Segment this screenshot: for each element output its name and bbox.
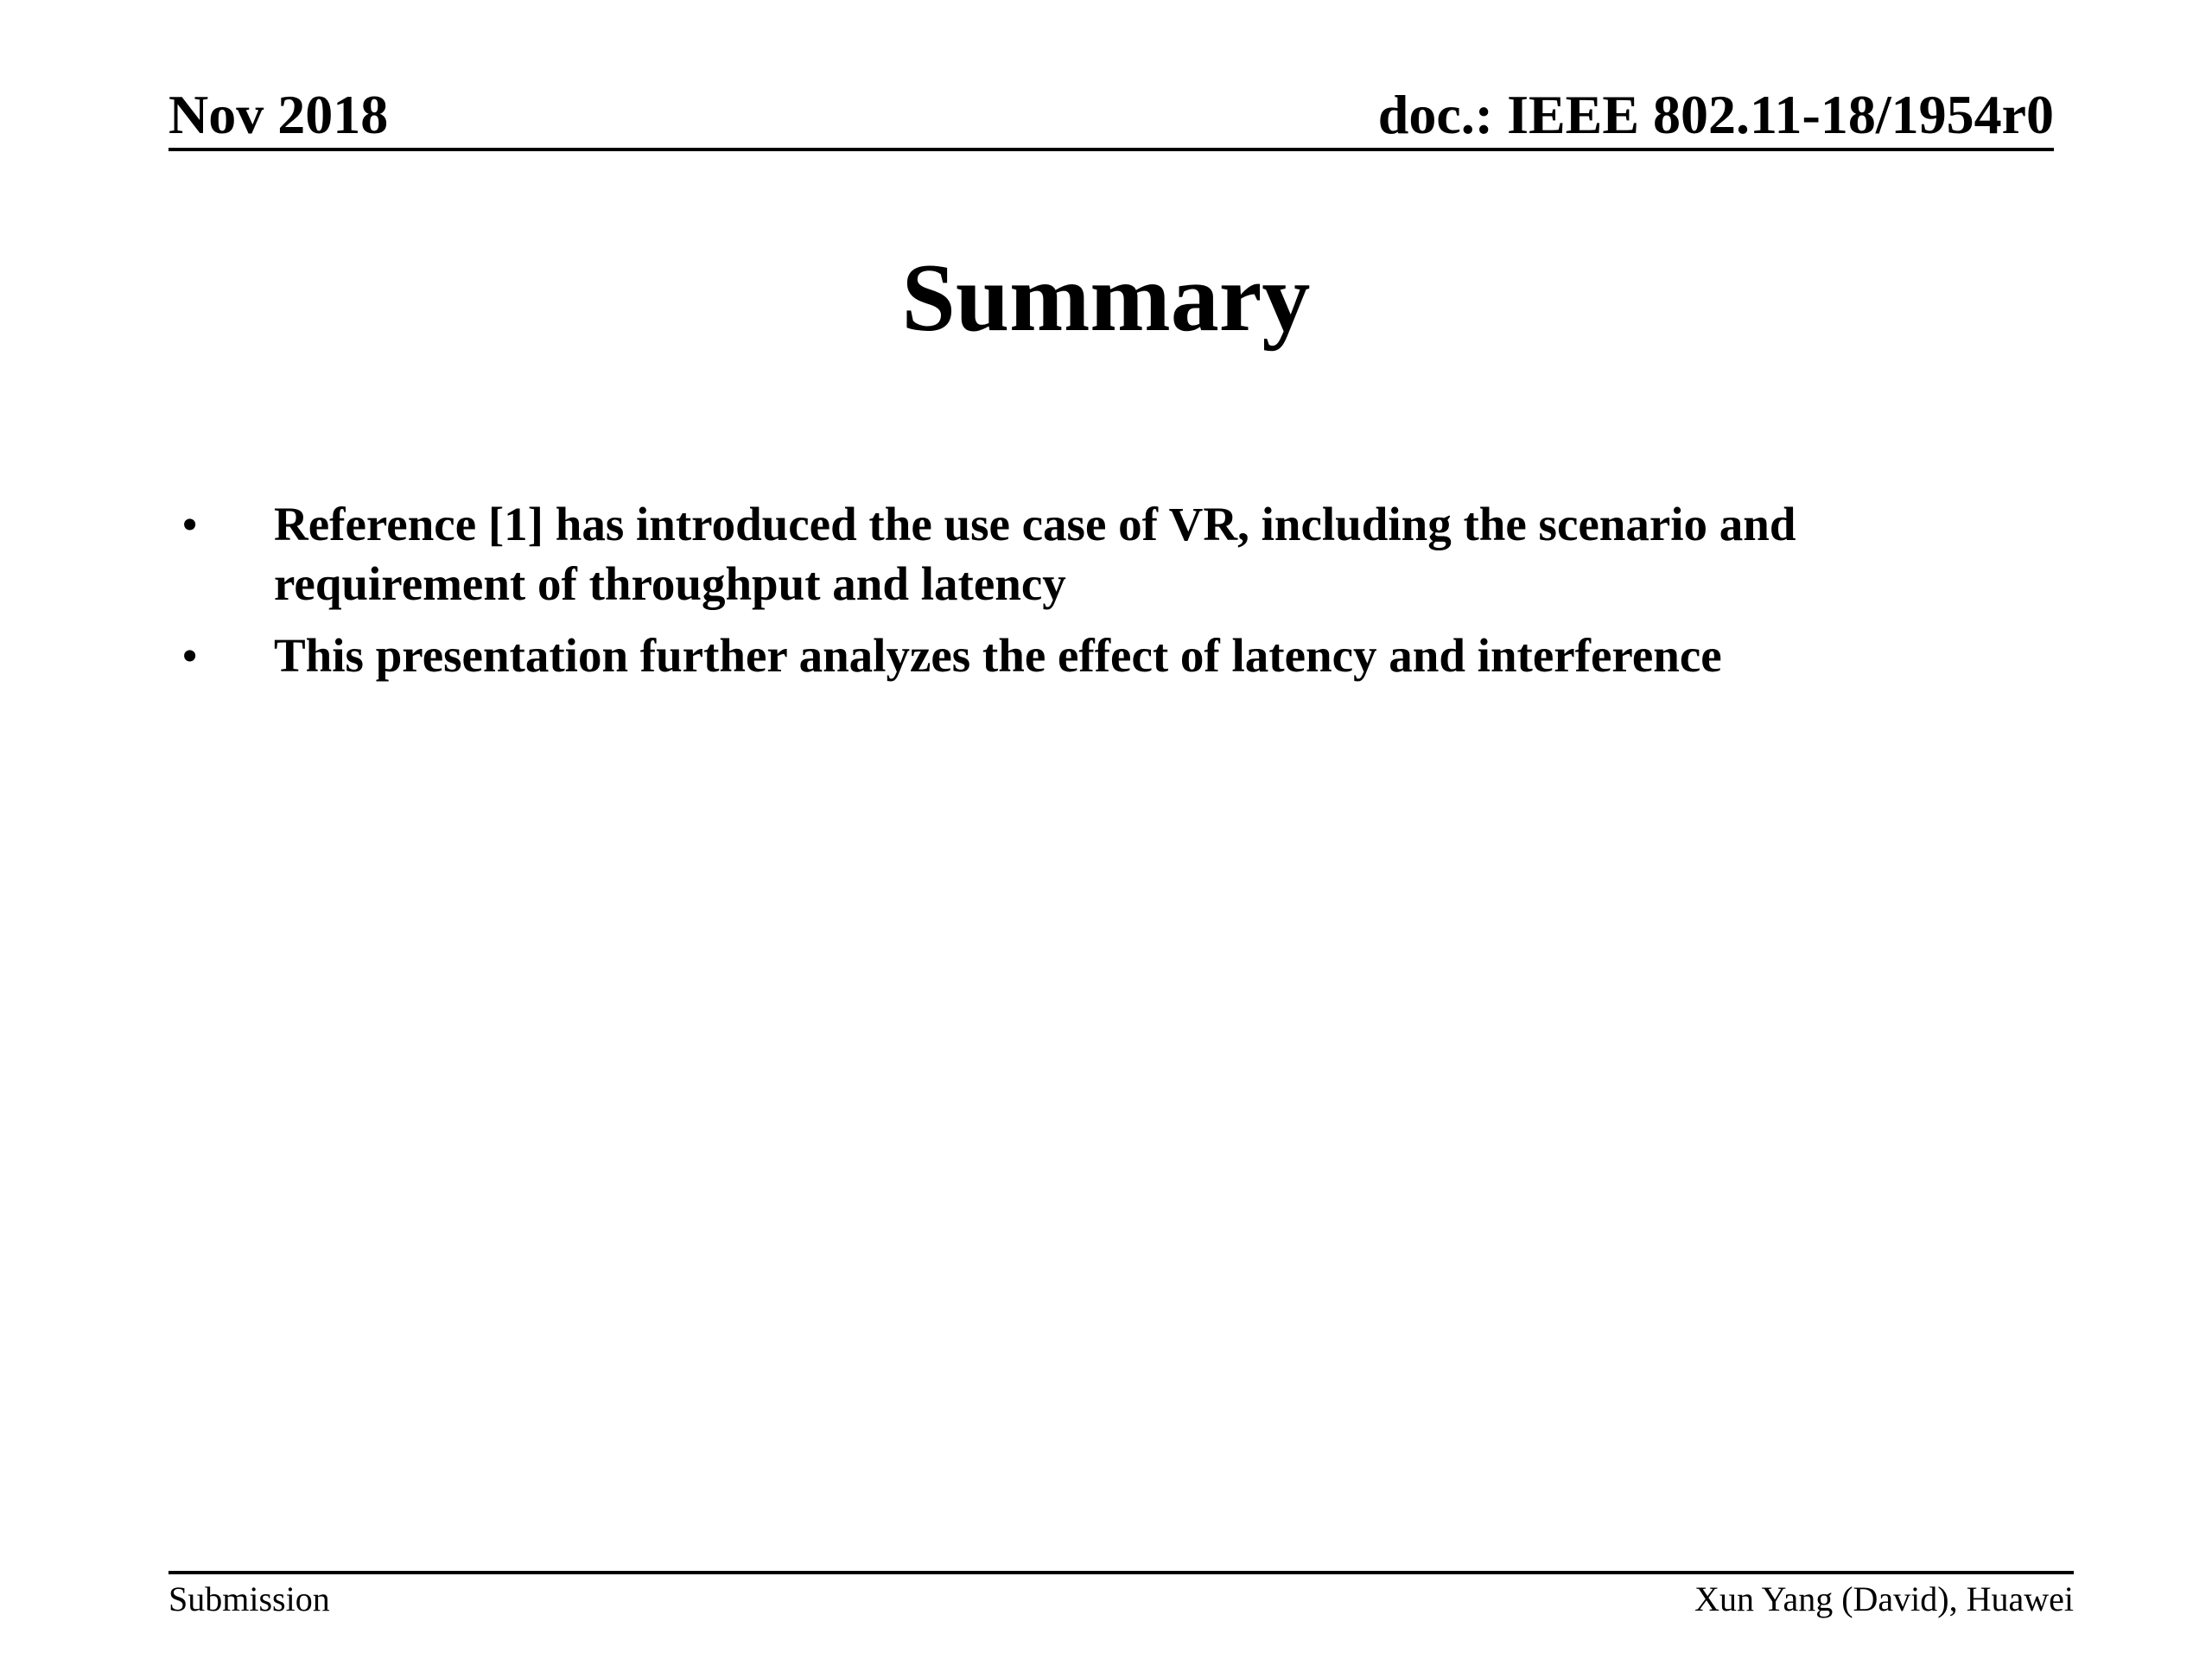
bullet-item: [181, 626, 2039, 685]
slide-header: [168, 82, 2054, 151]
bullet-dot-icon: •: [181, 629, 199, 682]
bullet-list: [181, 494, 2039, 697]
slide-title: Summary: [901, 245, 1311, 352]
bullet-text: Reference [1] has introduced the use case of VR, including the scenario and requirement of throughput and latency: [274, 498, 1796, 610]
footer-divider: [168, 1571, 2074, 1574]
footer-author: Xun Yang (David), Huawei: [1694, 1580, 2074, 1618]
bullet-item: [181, 494, 2039, 613]
footer-submission-label: Submission: [168, 1580, 330, 1618]
bullet-dot-icon: •: [181, 498, 199, 550]
header-date: Nov 2018: [168, 84, 389, 145]
header-document-id: doc.: IEEE 802.11-18/1954r0: [1377, 84, 2054, 145]
bullet-text: This presentation further analyzes the effect of latency and interference: [274, 629, 1722, 682]
